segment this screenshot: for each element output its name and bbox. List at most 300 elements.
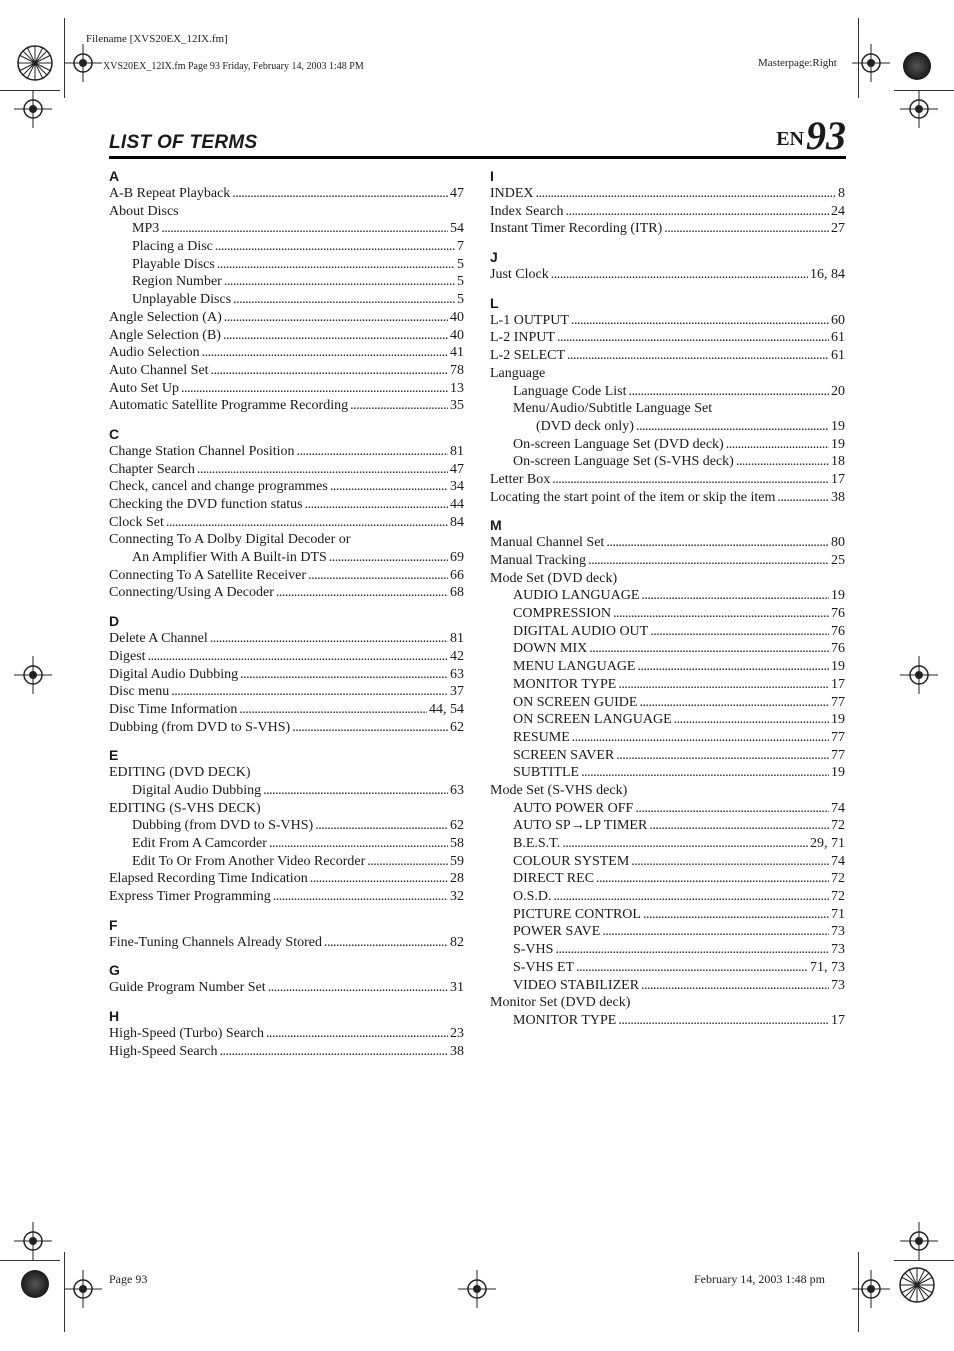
entry-term: Just Clock — [490, 267, 549, 283]
entry-term: Guide Program Number Set — [109, 980, 266, 996]
leader-dots — [367, 853, 448, 871]
section-letter: E — [109, 747, 119, 764]
leader-dots — [324, 934, 448, 952]
entry-page: 71, 73 — [810, 959, 845, 975]
entry-term: Angle Selection (B) — [109, 327, 221, 343]
entry-page: 76 — [831, 623, 845, 639]
index-entry — [490, 888, 845, 906]
crosshair-top-right-icon — [852, 44, 890, 82]
entry-page: 63 — [450, 666, 464, 682]
entry-page: 40 — [450, 327, 464, 343]
crosshair-right-mid-icon — [900, 656, 938, 694]
entry-page: 16, 84 — [810, 267, 845, 283]
index-entry — [490, 365, 845, 383]
entry-page: 19 — [831, 712, 845, 728]
leader-dots — [232, 185, 448, 203]
leader-dots — [223, 327, 448, 345]
leader-dots — [588, 552, 829, 570]
leader-dots — [555, 941, 829, 959]
leader-dots — [197, 461, 448, 479]
entry-page: 73 — [831, 977, 845, 993]
leader-dots — [589, 640, 829, 658]
entry-page: 72 — [831, 871, 845, 887]
index-entry — [109, 185, 464, 203]
entry-page: 76 — [831, 641, 845, 657]
leader-dots — [202, 344, 448, 362]
entry-term: Delete A Channel — [109, 631, 208, 647]
index-entry — [109, 584, 464, 602]
entry-page: 37 — [450, 684, 464, 700]
index-entry — [490, 220, 845, 238]
registration-ball-icon — [903, 52, 931, 80]
index-entry — [109, 888, 464, 906]
leader-dots — [649, 817, 829, 835]
leader-dots — [166, 514, 448, 532]
entry-term: Clock Set — [109, 514, 164, 530]
file-info-label: XVS20EX_12IX.fm Page 93 Friday, February 14, 2003 1:48 PM — [103, 61, 364, 72]
entry-page: 34 — [450, 479, 464, 495]
index-entry — [490, 906, 845, 924]
leader-dots — [576, 959, 808, 977]
leader-dots — [596, 870, 829, 888]
leader-dots — [217, 256, 455, 274]
leader-dots — [631, 853, 829, 871]
index-entry — [490, 711, 845, 729]
entry-term: VIDEO STABILIZER — [513, 977, 640, 993]
index-entry — [109, 701, 464, 719]
leader-dots — [606, 534, 829, 552]
leader-dots — [224, 273, 455, 291]
index-entry — [109, 531, 464, 549]
section-letter: A — [109, 168, 120, 184]
entry-term: Check, cancel and change programmes — [109, 479, 328, 495]
registration-sunburst-icon — [16, 44, 54, 82]
section-letter: D — [109, 613, 120, 630]
leader-dots — [536, 185, 836, 203]
entry-term: Index Search — [490, 203, 564, 219]
index-entry — [490, 534, 845, 552]
entry-page: 5 — [457, 292, 464, 308]
entry-term: Checking the DVD function status — [109, 497, 303, 512]
index-entry — [490, 383, 845, 401]
entry-term: MONITOR TYPE — [513, 676, 617, 692]
entry-term: POWER SAVE — [513, 924, 601, 940]
index-entry — [490, 977, 845, 995]
section-letter: G — [109, 962, 120, 979]
leader-dots — [650, 623, 829, 641]
entry-term: EDITING (S-VHS DECK) — [109, 800, 261, 816]
leader-dots — [639, 694, 829, 712]
index-entry — [109, 203, 464, 221]
entry-page: 73 — [831, 924, 845, 940]
crosshair-left-top-icon — [14, 90, 52, 128]
index-entry — [490, 312, 845, 330]
entry-term: Audio Selection — [109, 345, 200, 361]
leader-dots — [315, 817, 448, 835]
entry-term: Change Station Channel Position — [109, 443, 295, 459]
leader-dots — [240, 666, 448, 684]
entry-page: 5 — [457, 274, 464, 290]
index-entry — [109, 853, 464, 871]
index-entry — [490, 640, 845, 658]
entry-term: Digital Audio Dubbing — [132, 782, 262, 798]
entry-page: 77 — [831, 729, 845, 745]
entry-page: 19 — [831, 659, 845, 675]
leader-dots — [350, 397, 448, 415]
leader-dots — [664, 220, 829, 238]
entry-page: 71 — [831, 906, 845, 922]
title-bar — [109, 113, 846, 159]
index-entry — [490, 203, 845, 221]
entry-term: Automatic Satellite Programme Recording — [109, 398, 349, 414]
leader-dots — [638, 658, 830, 676]
index-entry — [109, 443, 464, 461]
index-entry — [490, 347, 845, 365]
leader-dots — [268, 979, 448, 997]
index-entry — [109, 256, 464, 274]
index-entry — [490, 623, 845, 641]
entry-term: L-2 INPUT — [490, 330, 555, 346]
entry-term: B.E.S.T. — [513, 836, 561, 851]
index-entry — [490, 266, 845, 284]
entry-page: 38 — [831, 489, 845, 505]
entry-page: 40 — [450, 309, 464, 325]
leader-dots — [210, 630, 448, 648]
entry-term: Manual Tracking — [490, 553, 587, 568]
index-entry — [490, 400, 845, 418]
entry-page: 66 — [450, 567, 464, 583]
entry-term: ON SCREEN LANGUAGE — [513, 712, 672, 728]
leader-dots — [629, 383, 829, 401]
entry-term: Connecting/Using A Decoder — [109, 585, 274, 601]
index-entry — [490, 552, 845, 570]
entry-page: 72 — [831, 889, 845, 905]
entry-term: Manual Channel Set — [490, 535, 605, 551]
entry-page: 35 — [450, 398, 464, 414]
leader-dots — [211, 362, 448, 380]
entry-term: AUDIO LANGUAGE — [513, 588, 640, 604]
entry-term: High-Speed (Turbo) Search — [109, 1026, 265, 1042]
entry-term: S-VHS ET — [513, 959, 575, 975]
index-entry — [109, 273, 464, 291]
index-entry — [109, 1043, 464, 1061]
entry-page: 69 — [450, 550, 464, 566]
index-entry — [109, 496, 464, 514]
crosshair-right-top-icon — [900, 90, 938, 128]
index-entry — [490, 729, 845, 747]
entry-page: 17 — [831, 676, 845, 692]
entry-term: Dubbing (from DVD to S-VHS) — [132, 818, 314, 834]
section-letter: J — [490, 249, 498, 266]
leader-dots — [777, 489, 829, 507]
index-entry — [490, 800, 845, 818]
entry-page: 78 — [450, 362, 464, 378]
entry-term: Elapsed Recording Time Indication — [109, 871, 308, 887]
index-entry — [490, 1012, 845, 1030]
entry-page: 19 — [831, 765, 845, 781]
leader-dots — [292, 719, 448, 737]
entry-page: 19 — [831, 588, 845, 604]
leader-dots — [148, 648, 448, 666]
entry-term: SUBTITLE — [513, 765, 580, 781]
entry-term: MENU LANGUAGE — [513, 659, 636, 675]
entry-page: 27 — [831, 221, 845, 237]
entry-term: COMPRESSION — [513, 606, 612, 622]
entry-term: DOWN MIX — [513, 641, 588, 657]
index-entry — [109, 835, 464, 853]
entry-term: AUTO POWER OFF — [513, 800, 634, 816]
section-letter: H — [109, 1008, 120, 1025]
index-entry — [490, 185, 845, 203]
index-entry — [109, 800, 464, 818]
leader-dots — [161, 220, 448, 238]
entry-term: Language Code List — [513, 383, 627, 399]
leader-dots — [736, 453, 829, 471]
entry-page: 74 — [831, 800, 845, 816]
index-entry — [490, 764, 845, 782]
leader-dots — [581, 764, 829, 782]
crosshair-bottom-center-icon — [458, 1270, 496, 1308]
crosshair-left-mid-icon — [14, 656, 52, 694]
index-entry — [490, 994, 845, 1012]
index-entry — [490, 436, 845, 454]
index-entry — [490, 782, 845, 800]
entry-page: 28 — [450, 871, 464, 887]
entry-page: 77 — [831, 694, 845, 710]
entry-term: Mode Set (S-VHS deck) — [490, 782, 628, 798]
entry-term: Angle Selection (A) — [109, 309, 222, 325]
leader-dots — [215, 238, 455, 256]
entry-term: On-screen Language Set (S-VHS deck) — [513, 454, 734, 470]
entry-page: 73 — [831, 942, 845, 958]
index-right-column — [490, 168, 845, 1030]
entry-term: (DVD deck only) — [536, 418, 634, 434]
entry-term: INDEX — [490, 186, 534, 201]
entry-term: Menu/Audio/Subtitle Language Set — [513, 401, 713, 417]
entry-page: 13 — [450, 380, 464, 396]
entry-term: Disc Time Information — [109, 701, 238, 717]
index-entry — [490, 418, 845, 436]
entry-page: 63 — [450, 782, 464, 798]
entry-page: 62 — [450, 818, 464, 834]
entry-page: 25 — [831, 553, 845, 568]
leader-dots — [297, 443, 449, 461]
index-entry — [490, 923, 845, 941]
index-entry — [490, 959, 845, 977]
entry-term: Edit From A Camcorder — [132, 836, 267, 851]
section-letter: M — [490, 517, 502, 534]
entry-page: 42 — [450, 648, 464, 664]
entry-term: Disc menu — [109, 684, 170, 700]
leader-dots — [266, 1025, 448, 1043]
entry-term: S-VHS — [513, 942, 554, 958]
leader-dots — [276, 584, 448, 602]
index-entry — [109, 344, 464, 362]
leader-dots — [308, 567, 448, 585]
leader-dots — [602, 923, 829, 941]
entry-page: 58 — [450, 836, 464, 851]
leader-dots — [641, 587, 829, 605]
entry-term: Locating the start point of the item or skip the item — [490, 489, 776, 505]
index-entry — [109, 220, 464, 238]
entry-term: DIGITAL AUDIO OUT — [513, 623, 649, 639]
index-entry — [109, 567, 464, 585]
entry-term: Dubbing (from DVD to S-VHS) — [109, 719, 291, 735]
index-entry — [109, 461, 464, 479]
index-left-column — [109, 168, 464, 1061]
index-entry — [109, 549, 464, 567]
entry-page: 47 — [450, 461, 464, 477]
index-entry — [109, 291, 464, 309]
index-entry — [490, 870, 845, 888]
index-entry — [109, 870, 464, 888]
footer-date: February 14, 2003 1:48 pm — [694, 1272, 825, 1286]
index-entry — [490, 471, 845, 489]
entry-term: Connecting To A Satellite Receiver — [109, 567, 307, 583]
entry-term: COLOUR SYSTEM — [513, 853, 630, 869]
entry-page: 17 — [831, 1012, 845, 1028]
leader-dots — [305, 496, 448, 514]
leader-dots — [562, 835, 808, 853]
entry-term: Region Number — [132, 274, 222, 290]
leader-dots — [269, 835, 448, 853]
entry-term: SCREEN SAVER — [513, 747, 615, 763]
index-entry — [109, 666, 464, 684]
index-entry — [109, 764, 464, 782]
masterpage-label: Masterpage:Right — [758, 57, 837, 69]
index-entry — [490, 941, 845, 959]
entry-term: L-2 SELECT — [490, 348, 566, 364]
entry-page: 61 — [831, 330, 845, 346]
leader-dots — [567, 347, 829, 365]
entry-term: About Discs — [109, 203, 179, 219]
entry-term: Mode Set (DVD deck) — [490, 570, 618, 586]
index-entry — [109, 397, 464, 415]
leader-dots — [224, 309, 448, 327]
leader-dots — [330, 478, 448, 496]
entry-page: 7 — [457, 239, 464, 255]
entry-term: Auto Channel Set — [109, 362, 209, 378]
leader-dots — [635, 800, 829, 818]
section-letter: F — [109, 916, 118, 933]
index-entry — [490, 817, 845, 835]
entry-term: L-1 OUTPUT — [490, 312, 569, 328]
index-entry — [109, 630, 464, 648]
leader-dots — [273, 888, 448, 906]
leader-dots — [263, 782, 448, 800]
entry-page: 38 — [450, 1043, 464, 1059]
entry-term: Instant Timer Recording (ITR) — [490, 221, 663, 237]
crosshair-right-bottom-icon — [900, 1222, 938, 1260]
page-language: EN — [776, 128, 804, 150]
index-entry — [109, 327, 464, 345]
entry-page: 62 — [450, 719, 464, 735]
entry-page: 31 — [450, 980, 464, 996]
entry-page: 68 — [450, 585, 464, 601]
leader-dots — [557, 329, 829, 347]
entry-page: 72 — [831, 818, 845, 834]
index-entry — [109, 648, 464, 666]
page-title: LIST OF TERMS — [109, 132, 258, 153]
index-entry — [490, 453, 845, 471]
index-entry — [109, 362, 464, 380]
entry-page: 24 — [831, 203, 845, 219]
index-entry — [490, 676, 845, 694]
index-entry — [109, 683, 464, 701]
entry-page: 5 — [457, 256, 464, 272]
index-entry — [490, 329, 845, 347]
leader-dots — [565, 203, 829, 221]
entry-page: 44 — [450, 497, 464, 512]
index-entry — [490, 605, 845, 623]
entry-page: 77 — [831, 747, 845, 763]
entry-page: 8 — [838, 186, 845, 201]
entry-term: Express Timer Programming — [109, 889, 271, 905]
index-entry — [109, 478, 464, 496]
entry-page: 32 — [450, 889, 464, 905]
index-entry — [490, 853, 845, 871]
entry-term: Letter Box — [490, 471, 551, 487]
index-entry — [109, 309, 464, 327]
entry-term: Digest — [109, 648, 146, 664]
index-entry — [490, 835, 845, 853]
entry-term: MONITOR TYPE — [513, 1012, 617, 1028]
entry-term: RESUME — [513, 729, 570, 745]
index-entry — [109, 380, 464, 398]
crosshair-left-bottom-icon — [14, 1222, 52, 1260]
entry-term: AUTO SP→LP TIMER — [513, 818, 648, 834]
leader-dots — [572, 729, 829, 747]
entry-term: Playable Discs — [132, 256, 215, 272]
index-entry — [109, 238, 464, 256]
entry-page: 54 — [450, 221, 464, 237]
footer-page: Page 93 — [109, 1272, 148, 1286]
entry-page: 81 — [450, 443, 464, 459]
leader-dots — [616, 747, 829, 765]
leader-dots — [674, 711, 829, 729]
entry-page: 59 — [450, 853, 464, 869]
leader-dots — [726, 436, 829, 454]
leader-dots — [219, 1043, 448, 1061]
leader-dots — [554, 888, 829, 906]
entry-page: 80 — [831, 535, 845, 551]
index-entry — [109, 979, 464, 997]
section-letter: C — [109, 425, 120, 442]
entry-page: 44, 54 — [429, 701, 464, 717]
entry-term: PICTURE CONTROL — [513, 906, 641, 922]
entry-page: 76 — [831, 606, 845, 622]
leader-dots — [618, 676, 829, 694]
entry-term: Placing a Disc — [132, 239, 213, 255]
index-entry — [109, 782, 464, 800]
leader-dots — [643, 906, 829, 924]
entry-term: Fine-Tuning Channels Already Stored — [109, 934, 322, 950]
entry-term: Chapter Search — [109, 461, 195, 477]
leader-dots — [618, 1012, 829, 1030]
leader-dots — [239, 701, 427, 719]
entry-term: MP3 — [132, 221, 160, 237]
leader-dots — [613, 605, 829, 623]
section-letter: L — [490, 294, 499, 311]
leader-dots — [233, 291, 455, 309]
entry-page: 82 — [450, 934, 464, 950]
leader-dots — [551, 266, 808, 284]
crosshair-bottom-left-icon — [64, 1270, 102, 1308]
crosshair-top-left-icon — [64, 44, 102, 82]
page-number: 93 — [806, 113, 846, 158]
leader-dots — [171, 683, 448, 701]
index-entry — [109, 514, 464, 532]
